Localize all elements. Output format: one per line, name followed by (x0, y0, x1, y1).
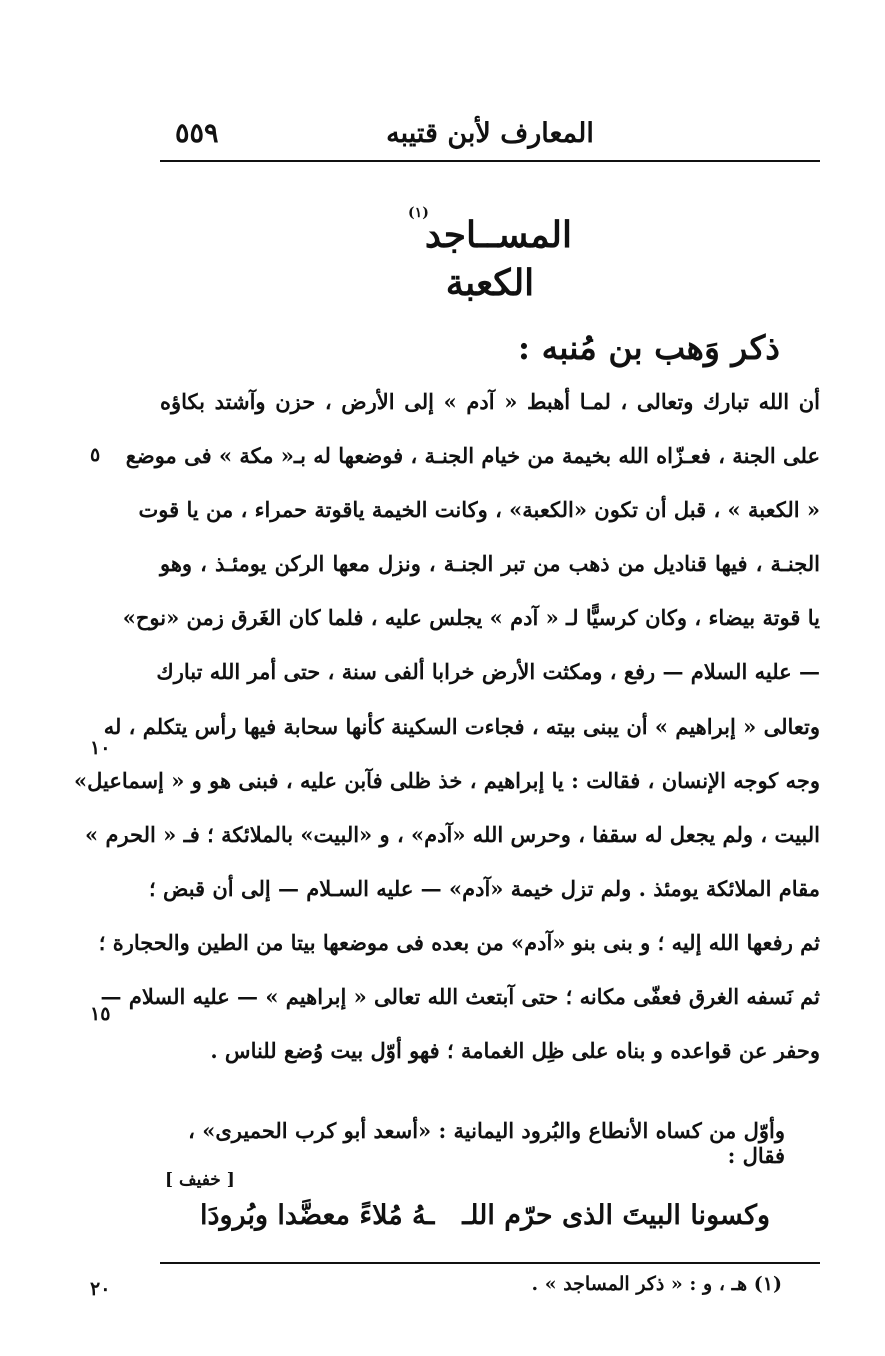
line-number-10: ١٠ (90, 737, 111, 759)
line-number-5: ٥ (90, 444, 101, 466)
text-line: وجه كوجه الإنسان ، فقالت : يا إبراهيم ، خذ ظلى فآبن عليه ، فبنى هو و « إسماعيل» (74, 767, 820, 793)
line-number-20: ٢٠ (90, 1278, 111, 1300)
meter-label: [ خفيف ] (165, 1170, 235, 1190)
second-paragraph: وأوّل من كساه الأنطاع والبُرود اليمانية : «أسعد أبو كرب الحميرى» ، فقال : (188, 1118, 785, 1168)
footnote-marker: (١) (408, 205, 429, 221)
running-header (160, 110, 820, 160)
header-divider (160, 160, 820, 162)
narrator-heading: ذكر وَهب بن مُنبه : (517, 328, 780, 367)
verse-second-hemistich: ـهُ مُلاءً معضَّدا وبُرودَا (200, 1200, 435, 1231)
text-line: مقام الملائكة يومئذ . ولم تزل خيمة «آدم» — عليه السـلام — إلى أن قبض ؛ (148, 875, 820, 901)
chapter-title-text: المســاجد (424, 214, 572, 256)
text-line: « الكعبة » ، قبل أن تكون «الكعبة» ، وكانت الخيمة ياقوتة حمراء ، من يا قوت (138, 497, 820, 523)
footnote: (١) هـ ، و : « ذكر المساجد » . (531, 1273, 782, 1295)
poetry-verse (200, 1200, 770, 1250)
text-line: ثم رفعها الله إليه ؛ و بنى بنو «آدم» من بعده فى موضعها بيتا من الطين والحجارة ؛ (98, 929, 820, 955)
text-line: ثم نَسفه الغرق فعفّى مكانه ؛ حتى آبتعث الله تعالى « إبراهيم » — عليه السلام — (100, 984, 820, 1010)
text-line: وتعالى « إبراهيم » أن يبنى بيته ، فجاءت السكينة كأنها سحابة فيها رأس يتكلم ، له (103, 713, 820, 739)
chapter-title (160, 205, 820, 256)
book-title: المعارف لأبن قتيبه (386, 118, 594, 149)
text-line: البيت ، ولم يجعل له سقفا ، وحرس الله «آدم» ، و «البيت» بالملائكة ؛ فـ « الحرم » (85, 821, 820, 847)
page-number: ٥٥٩ (175, 118, 219, 149)
text-line: — عليه السلام — رفع ، ومكثت الأرض خرابا ألفى سنة ، حتى أمر الله تبارك (156, 659, 820, 685)
footnote-divider (160, 1262, 820, 1264)
section-title: الكعبة (445, 262, 535, 304)
text-line: أن الله تبارك وتعالى ، لمـا أهبط « آدم » إلى الأرض ، حزن وآشتد بكاؤه (160, 389, 820, 414)
line-number-15: ١٥ (90, 1003, 111, 1025)
text-line: الجنـة ، فيها قناديل من ذهب من تبر الجنـة ، ونزل معها الركن يومئـذ ، وهو (160, 551, 820, 577)
text-line: وحفر عن قواعده و بناه على ظِل الغمامة ؛ فهو أوّل بيت وُضع للناس . (210, 1038, 820, 1064)
verse-first-hemistich: وكسونا البيتَ الذى حرّم اللـ (462, 1200, 770, 1231)
text-line: على الجنة ، فعـزّاه الله بخيمة من خيام الجنـة ، فوضعها له بـ« مكة » فى موضع (125, 443, 820, 469)
text-line: يا قوتة بيضاء ، وكان كرسيًّا لـ « آدم » يجلس عليه ، فلما كان الغَرق زمن «نوح» (122, 605, 820, 631)
